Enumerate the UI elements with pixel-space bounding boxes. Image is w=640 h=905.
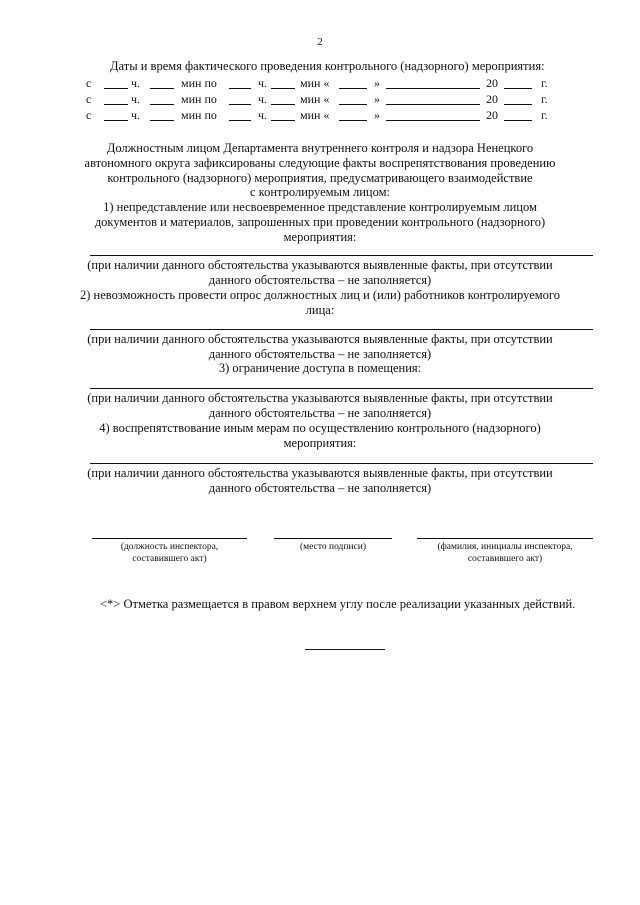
hour-from-field[interactable] [104, 104, 128, 105]
hours-label: ч. [258, 108, 268, 122]
hour-to-field[interactable] [229, 120, 251, 121]
fact-line: 4) воспрепятствование иным мерам по осуществлению контрольного (надзорного) [99, 421, 541, 435]
note-line: данного обстоятельства – не заполняется) [208, 272, 432, 287]
year-suffix: г. [541, 76, 548, 90]
min-to-label: мин по [181, 92, 217, 106]
min-quote-label: мин « [300, 108, 330, 122]
min-quote-label: мин « [300, 76, 330, 90]
from-label: с [86, 108, 92, 122]
note-line: (при наличии данного обстоятельства указываются выявленные факты, при отсутствии [87, 391, 553, 405]
inspector-name-caption: (фамилия, инициалы инспектора, составившего акт) [437, 542, 573, 564]
intro-line: Должностным лицом Департамента внутреннего контроля и надзора Ненецкого [106, 141, 534, 155]
intro-line: с контролируемым лицом: [249, 185, 390, 200]
year-suffix: г. [541, 108, 548, 122]
min-to-field[interactable] [271, 88, 295, 89]
fact-4-note [0, 466, 640, 496]
fact-2-note [0, 332, 640, 362]
footnote: <*> Отметка размещается в правом верхнем углу после реализации указанных действий. [100, 597, 576, 611]
fact-line: мероприятия: [283, 229, 357, 244]
fact-line: лица: [305, 302, 335, 317]
fact-line: 1) непредставление или несвоевременное представление контролируемым лицом [103, 200, 537, 214]
hours-label: ч. [258, 76, 268, 90]
inspector-name-line[interactable] [417, 538, 593, 539]
month-field[interactable] [386, 88, 480, 89]
from-label: с [86, 92, 92, 106]
hour-to-field[interactable] [229, 104, 251, 105]
fact-line: мероприятия: [283, 435, 357, 450]
fact-3 [0, 361, 640, 376]
fact-1-input-line[interactable] [90, 255, 593, 256]
min-from-field[interactable] [150, 104, 174, 105]
hours-label: ч. [258, 92, 268, 106]
hours-label: ч. [131, 76, 141, 90]
page-number: 2 [317, 36, 323, 48]
fact-line: документов и материалов, запрошенных при проведении контрольного (надзорного) [94, 214, 546, 229]
month-field[interactable] [386, 104, 480, 105]
min-to-label: мин по [181, 76, 217, 90]
min-from-field[interactable] [150, 88, 174, 89]
min-to-field[interactable] [271, 120, 295, 121]
note-line: (при наличии данного обстоятельства указываются выявленные факты, при отсутствии [87, 258, 553, 272]
hour-from-field[interactable] [104, 120, 128, 121]
year-prefix: 20 [486, 76, 498, 90]
inspector-position-caption: (должность инспектора, составившего акт) [120, 542, 219, 564]
intro-line: контрольного (надзорного) мероприятия, предусматривающего взаимодействие [107, 170, 533, 185]
note-line: (при наличии данного обстоятельства указываются выявленные факты, при отсутствии [87, 332, 553, 346]
quote-close: » [374, 92, 380, 106]
year-field[interactable] [504, 104, 532, 105]
inspector-position-line[interactable] [92, 538, 247, 539]
day-field[interactable] [339, 120, 367, 121]
min-from-field[interactable] [150, 120, 174, 121]
year-prefix: 20 [486, 108, 498, 122]
signature-place-line[interactable] [274, 538, 392, 539]
hours-label: ч. [131, 92, 141, 106]
fact-line: 2) невозможность провести опрос должностных лиц и (или) работников контролируемого [80, 288, 560, 302]
dates-title: Даты и время фактического проведения контрольного (надзорного) мероприятия: [110, 59, 545, 73]
fact-3-input-line[interactable] [90, 388, 593, 389]
fact-1-note [0, 258, 640, 288]
note-line: (при наличии данного обстоятельства указываются выявленные факты, при отсутствии [87, 466, 553, 480]
intro-paragraph [0, 141, 640, 200]
year-prefix: 20 [486, 92, 498, 106]
fact-3-note [0, 391, 640, 421]
fact-1 [0, 200, 640, 244]
year-field[interactable] [504, 88, 532, 89]
min-quote-label: мин « [300, 92, 330, 106]
quote-close: » [374, 76, 380, 90]
month-field[interactable] [386, 120, 480, 121]
fact-4-input-line[interactable] [90, 463, 593, 464]
end-rule [305, 649, 385, 650]
quote-close: » [374, 108, 380, 122]
hour-from-field[interactable] [104, 88, 128, 89]
year-field[interactable] [504, 120, 532, 121]
year-suffix: г. [541, 92, 548, 106]
from-label: с [86, 76, 92, 90]
day-field[interactable] [339, 88, 367, 89]
min-to-field[interactable] [271, 104, 295, 105]
fact-line: 3) ограничение доступа в помещения: [218, 361, 422, 375]
fact-2-input-line[interactable] [90, 329, 593, 330]
fact-4 [0, 421, 640, 451]
min-to-label: мин по [181, 108, 217, 122]
note-line: данного обстоятельства – не заполняется) [208, 480, 432, 495]
note-line: данного обстоятельства – не заполняется) [208, 346, 432, 361]
fact-2 [0, 288, 640, 318]
day-field[interactable] [339, 104, 367, 105]
hour-to-field[interactable] [229, 88, 251, 89]
intro-line: автономного округа зафиксированы следующие факты воспрепятствования проведению [84, 155, 556, 170]
hours-label: ч. [131, 108, 141, 122]
note-line: данного обстоятельства – не заполняется) [208, 405, 432, 420]
signature-place-caption: (место подписи) [299, 542, 367, 552]
